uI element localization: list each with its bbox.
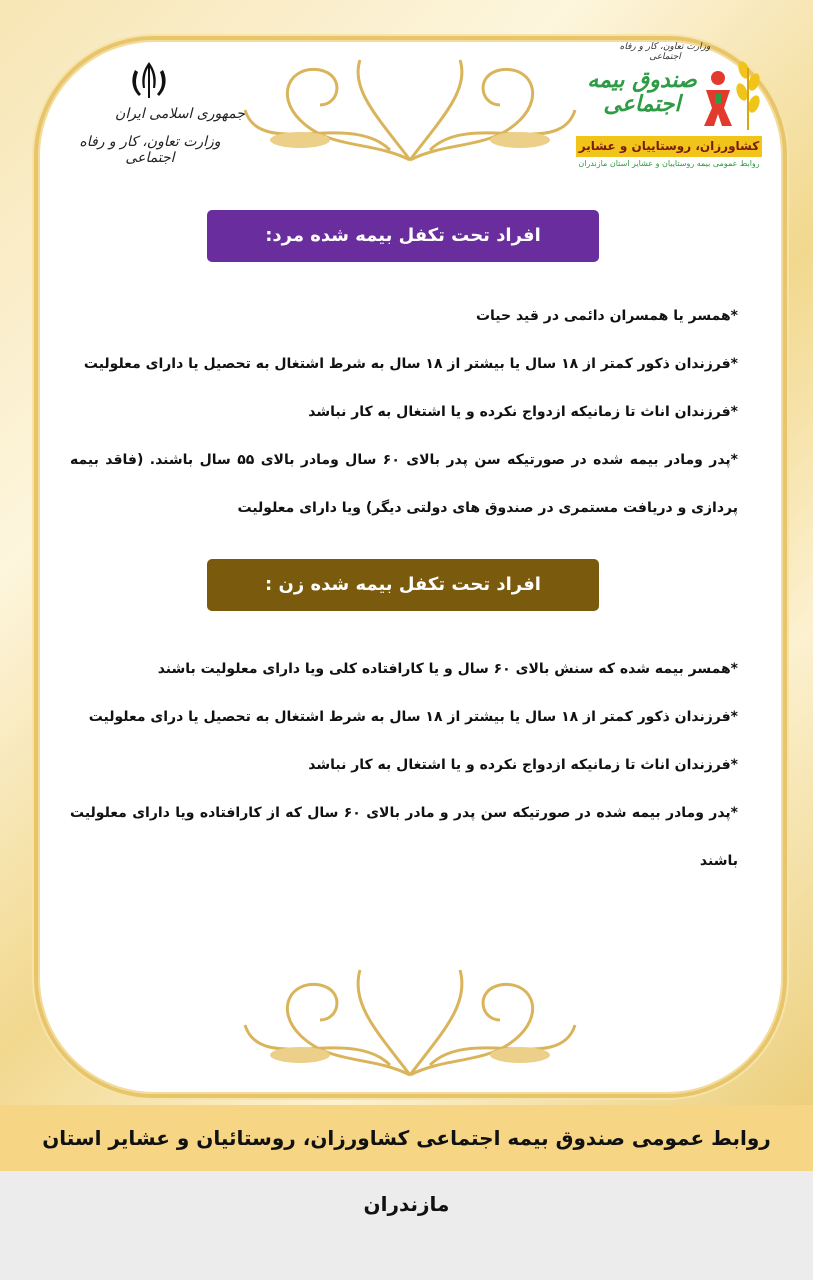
men-dependents-heading: افراد تحت تکفل بیمه شده مرد:	[207, 210, 599, 262]
government-name: جمهوری اسلامی ایران	[115, 106, 245, 122]
list-item: *همسر بیمه شده که سنش بالای ۶۰ سال و یا کارافتاده کلی ویا دارای معلولیت باشند	[157, 661, 738, 677]
list-item: *فرزندان اناث تا زمانیکه ازدواج نکرده و یا اشتغال به کار نباشد	[308, 757, 738, 773]
government-logo	[55, 58, 245, 173]
men-dependents-list	[70, 292, 738, 532]
list-item: *پدر ومادر بیمه شده در صورتیکه سن پدر و مادر بالای ۶۰ سال که از کارافتاده ویا دارای معلولیت باشند	[70, 805, 738, 869]
list-item: *پدر ومادر بیمه شده در صورتیکه سن پدر بالای ۶۰ سال ومادر بالای ۵۵ سال باشند. (فاقد بیمه پردازی و دریافت مستمری در صندوق های دولتی دیگر) ویا دارای معلولیت	[70, 452, 738, 516]
top-ornament-icon	[240, 50, 580, 170]
list-item: *فرزندان ذکور کمتر از ۱۸ سال یا بیشتر از ۱۸ سال به شرط اشتغال به تحصیل یا دارای معلولیت	[83, 356, 738, 372]
logo-banner: کشاورزان، روستاییان و عشایر	[576, 136, 762, 157]
ministry-name: وزارت تعاون، کار و رفاه اجتماعی	[79, 134, 221, 166]
list-item: *همسر یا همسران دائمی در قید حیات	[475, 308, 738, 324]
list-item: *فرزندان اناث تا زمانیکه ازدواج نکرده و یا اشتغال به کار نباشد	[308, 404, 738, 420]
wheat-icon	[730, 58, 770, 133]
logo-fund-name: صندوق بیمه اجتماعی	[587, 67, 697, 117]
women-dependents-list	[70, 645, 738, 885]
logo-ministry-text: وزارت تعاون، کار و رفاه اجتماعی	[619, 42, 711, 62]
list-item: *فرزندان ذکور کمتر از ۱۸ سال یا بیشتر از ۱۸ سال به شرط اشتغال به تحصیل یا درای معلولیت	[88, 709, 738, 725]
footer-banner: روابط عمومی صندوق بیمه اجتماعی کشاورزان، روستائیان و عشایر استان مازندران	[0, 1105, 813, 1171]
iran-emblem-icon	[127, 58, 171, 102]
logo-subtitle: روابط عمومی بیمه روستاییان و عشایر استان مازندران	[578, 159, 760, 168]
women-dependents-heading: افراد تحت تکفل بیمه شده زن :	[207, 559, 599, 611]
bottom-ornament-icon	[240, 955, 580, 1085]
fund-logo	[570, 40, 770, 180]
